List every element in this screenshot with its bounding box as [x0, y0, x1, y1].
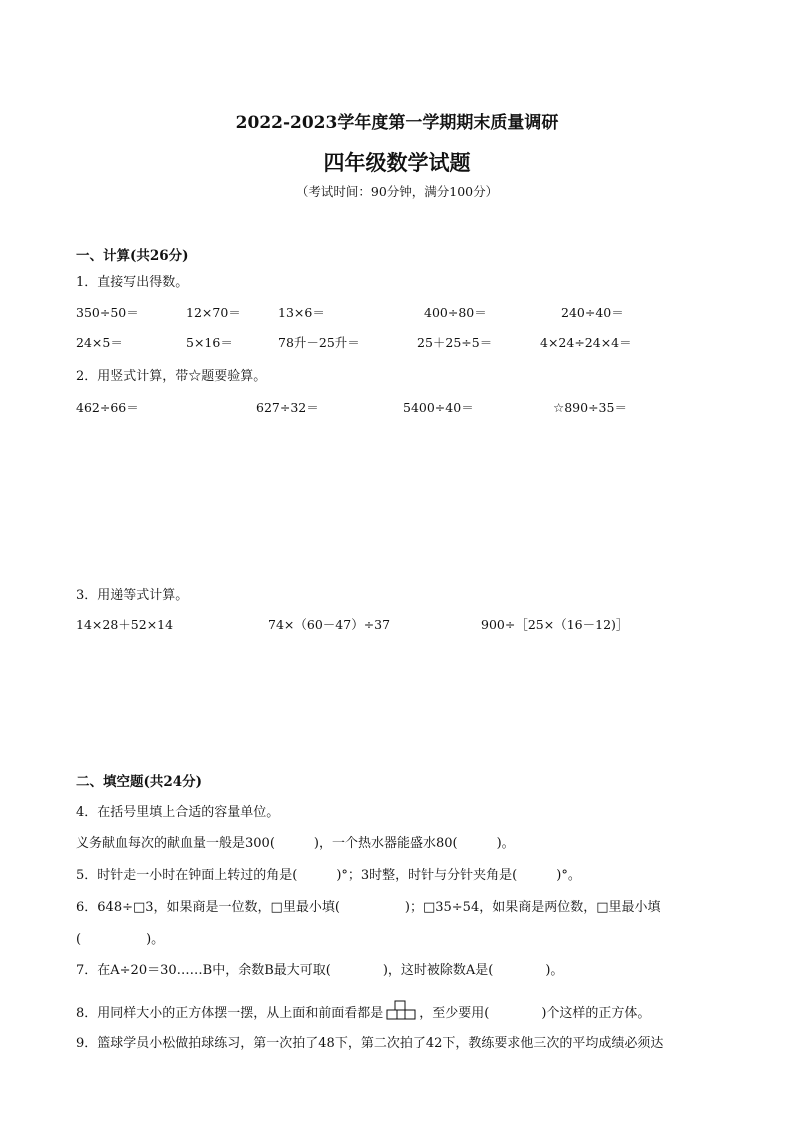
section-1-title: 一、计算(共26分) — [76, 248, 189, 264]
q1-item: 13×6＝ — [278, 305, 325, 320]
q1-item: 78升－25升＝ — [278, 335, 360, 350]
cube-arrangement-icon — [386, 1000, 416, 1024]
question-2-prompt: 2．用竖式计算，带☆题要验算。 — [76, 369, 267, 384]
q1-item: 240÷40＝ — [561, 305, 624, 320]
exam-title: 2022-2023学年度第一学期期末质量调研 — [235, 113, 559, 133]
q1-item: 4×24÷24×4＝ — [540, 335, 632, 350]
exam-subject-title: 四年级数学试题 — [323, 150, 471, 175]
q1-item: 12×70＝ — [186, 305, 241, 320]
q3-item: 900÷［25×（16－12)］ — [481, 617, 629, 632]
q1-item: 24×5＝ — [76, 335, 123, 350]
q3-item: 14×28＋52×14 — [76, 617, 174, 632]
question-8-after: ，至少要用( )个这样的正方体。 — [419, 1006, 651, 1021]
question-6-line2: ( )。 — [76, 932, 165, 947]
q1-item: 350÷50＝ — [76, 305, 139, 320]
section-2-title: 二、填空题(共24分) — [76, 774, 203, 790]
question-8-before: 8．用同样大小的正方体摆一摆，从上面和前面看都是 — [76, 1006, 384, 1021]
question-5: 5．时针走一小时在钟面上转过的角是( )°；3时整，时针与分针夹角是( )°。 — [76, 868, 581, 883]
q1-item: 5×16＝ — [186, 335, 233, 350]
q1-item: 400÷80＝ — [424, 305, 487, 320]
question-9: 9．篮球学员小松做拍球练习，第一次拍了48下，第二次拍了42下，教练要求他三次的平均成绩必须达 — [76, 1036, 664, 1051]
q3-item: 74×（60－47）÷37 — [268, 617, 391, 632]
question-8 — [76, 1000, 650, 1024]
q2-item: 627÷32＝ — [256, 400, 319, 415]
question-1-prompt: 1．直接写出得数。 — [76, 275, 189, 290]
q2-item: ☆890÷35＝ — [553, 400, 627, 415]
question-7: 7．在A÷20＝30……B中，余数B最大可取( )，这时被除数A是( )。 — [76, 963, 564, 978]
question-3-prompt: 3．用递等式计算。 — [76, 588, 189, 603]
question-6-line1: 6．648÷□3，如果商是一位数，□里最小填( )；□35÷54，如果商是两位数，□里最小填 — [76, 900, 661, 915]
exam-info: （考试时间：90分钟，满分100分） — [295, 184, 499, 199]
question-4-prompt: 4．在括号里填上合适的容量单位。 — [76, 805, 280, 820]
q2-item: 462÷66＝ — [76, 400, 139, 415]
q1-item: 25＋25÷5＝ — [417, 335, 493, 350]
question-4-text: 义务献血每次的献血量一般是300( )，一个热水器能盛水80( )。 — [76, 836, 515, 851]
q2-item: 5400÷40＝ — [403, 400, 474, 415]
